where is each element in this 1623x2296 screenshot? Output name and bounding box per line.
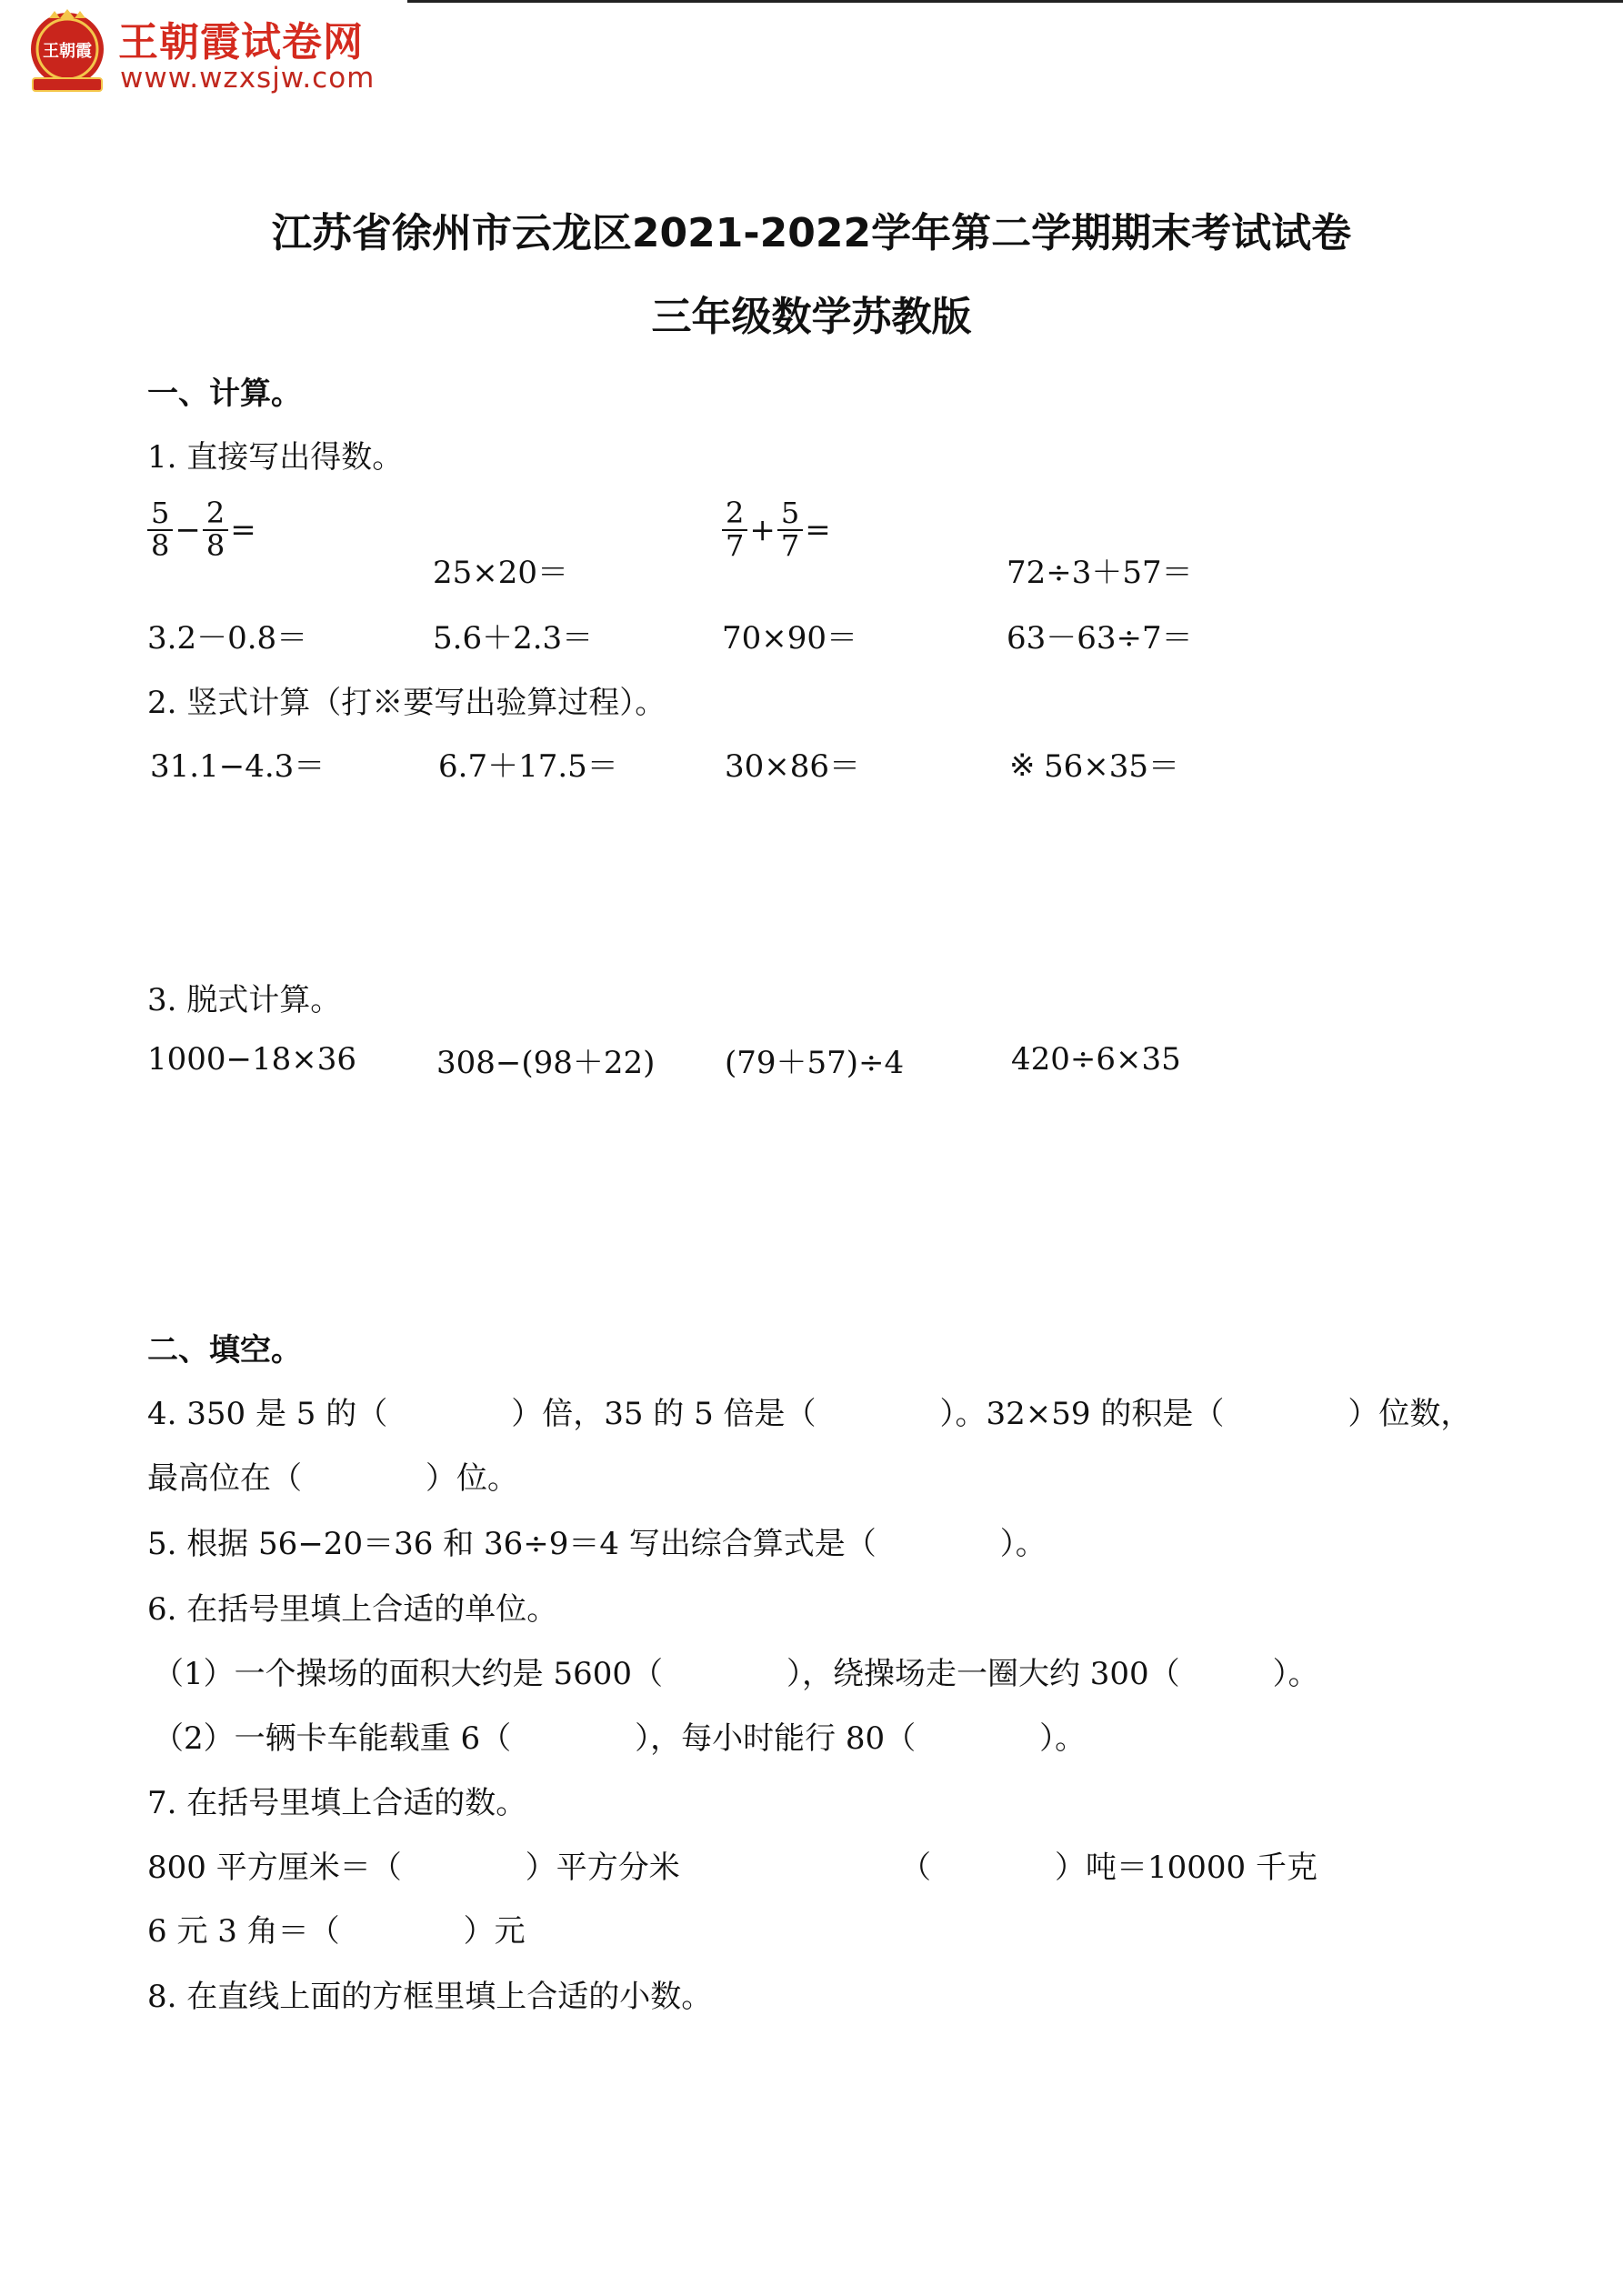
q1-label: 1. 直接写出得数。 <box>147 439 404 476</box>
q1-item1: $\frac{5}{8}$ − $\frac{2}{8}$ = <box>147 498 258 561</box>
q3-item2: 308−(98＋22) <box>436 1045 656 1081</box>
q1-item4: 72÷3＋57＝ <box>1007 555 1193 591</box>
q2-label: 2. 竖式计算（打※要写出验算过程）。 <box>147 685 666 721</box>
q2-item3: 30×86＝ <box>725 748 861 785</box>
q6-label: 6. 在括号里填上合适的单位。 <box>147 1591 558 1628</box>
brand-url: www.wzxsjw.com <box>120 62 376 95</box>
header-rule <box>407 0 1623 3</box>
q2-check-mark: ※ <box>1009 747 1036 784</box>
q7-item2: （ ）吨＝10000 千克 <box>900 1850 1317 1886</box>
section2-heading: 二、填空。 <box>147 1332 302 1369</box>
q6-item2: （2）一辆卡车能载重 6（ ），每小时能行 80（ ）。 <box>153 1720 1087 1757</box>
q6-item1: （1）一个操场的面积大约是 5600（ ），绕操场走一圈大约 300（ ）。 <box>153 1656 1319 1692</box>
q1-row2-item3: 70×90＝ <box>722 620 858 657</box>
q1-row2-item2: 5.6＋2.3＝ <box>433 620 594 657</box>
q2-item2: 6.7＋17.5＝ <box>438 748 618 785</box>
brand-logo-icon <box>24 9 111 96</box>
section1-heading: 一、计算。 <box>147 376 302 412</box>
q1-row2-item1: 3.2－0.8＝ <box>147 620 308 657</box>
q4-line2: 最高位在（ ）位。 <box>147 1460 518 1497</box>
q7-item1: 800 平方厘米＝（ ）平方分米 <box>147 1850 680 1886</box>
q3-item3: (79＋57)÷4 <box>725 1045 905 1081</box>
brand-name: 王朝霞试卷网 <box>118 19 364 65</box>
q2-item1: 31.1−4.3＝ <box>150 748 326 785</box>
q3-item1: 1000−18×36 <box>147 1041 357 1078</box>
q7-label: 7. 在括号里填上合适的数。 <box>147 1785 527 1821</box>
exam-title: 江苏省徐州市云龙区2021-2022学年第二学期期末考试试卷 <box>271 210 1352 256</box>
q4-line1: 4. 350 是 5 的（ ）倍，35 的 5 倍是（ ）。32×59 的积是（ ）位数， <box>147 1396 1472 1432</box>
svg-text:王朝霞: 王朝霞 <box>43 42 92 61</box>
q8-label: 8. 在直线上面的方框里填上合适的小数。 <box>147 1979 713 2015</box>
q3-label: 3. 脱式计算。 <box>147 982 342 1018</box>
q2-item4: 56×35＝ <box>1044 748 1180 785</box>
q1-row2-item4: 63－63÷7＝ <box>1007 620 1193 657</box>
q5: 5. 根据 56−20＝36 和 36÷9＝4 写出综合算式是（ ）。 <box>147 1526 1047 1562</box>
q3-item4: 420÷6×35 <box>1011 1041 1181 1078</box>
q1-item3: $\frac{2}{7}$ + $\frac{5}{7}$ = <box>722 498 833 561</box>
q7-item3: 6 元 3 角＝（ ）元 <box>147 1913 526 1950</box>
exam-subtitle: 三年级数学苏教版 <box>651 294 972 340</box>
q1-item2: 25×20＝ <box>433 555 569 591</box>
